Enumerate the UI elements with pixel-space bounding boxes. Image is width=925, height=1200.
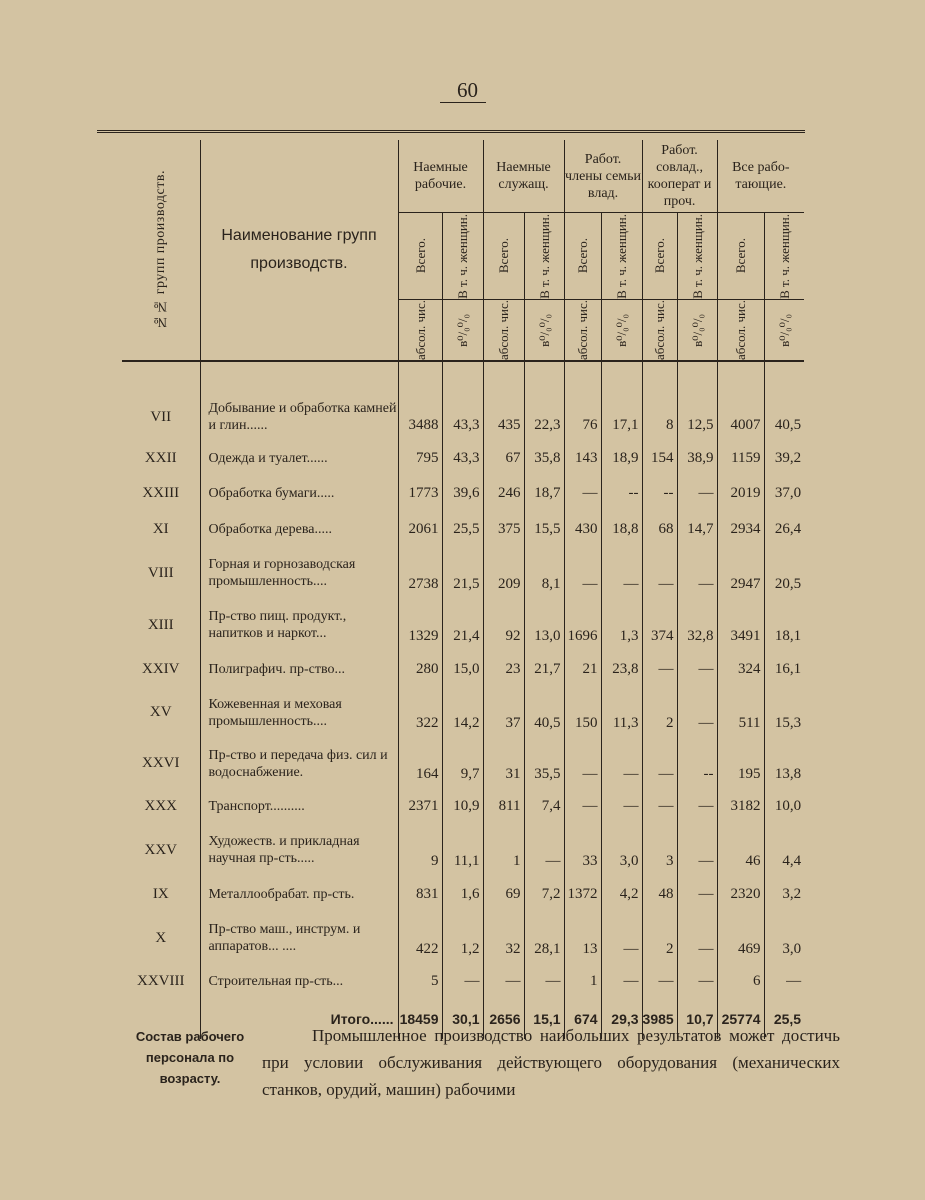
table-cell: 31 (483, 738, 524, 789)
table-cell: 811 (483, 789, 524, 824)
table-cell: — (677, 651, 717, 687)
sub-header-total: Всего. (642, 213, 677, 300)
table-cell: -- (601, 476, 642, 511)
group-number: XXVIII (137, 973, 185, 989)
total-cell: 30,1 (442, 999, 483, 1039)
table-spacer-row (122, 361, 804, 394)
group-name: Металлообрабат. пр-сть. (200, 876, 398, 912)
unit-header-percent: в⁰/₀⁰/₀ (442, 300, 483, 362)
table-row (122, 651, 804, 687)
unit-header-percent: в⁰/₀⁰/₀ (677, 300, 717, 362)
table-cell: 3,0 (764, 912, 804, 964)
table-cell: — (764, 964, 804, 999)
table-cell: 39,2 (764, 440, 804, 476)
table-cell: 831 (398, 876, 442, 912)
table-cell: 9 (398, 824, 442, 876)
table-cell: 8 (642, 394, 677, 440)
table-row (122, 876, 804, 912)
table-cell: — (601, 964, 642, 999)
table-row (122, 440, 804, 476)
table-cell: 4,4 (764, 824, 804, 876)
table-row (122, 599, 804, 651)
table-cell: 11,3 (601, 687, 642, 738)
table-cell: 280 (398, 651, 442, 687)
table-row (122, 547, 804, 599)
table-cell: 1329 (398, 599, 442, 651)
sub-header-women: В т. ч. женщин. (677, 213, 717, 300)
table-cell: — (524, 824, 564, 876)
table-cell: 17,1 (601, 394, 642, 440)
table-cell: 1,3 (601, 599, 642, 651)
table-cell: 4007 (717, 394, 764, 440)
table-cell: 14,7 (677, 511, 717, 547)
group-name: Одежда и туалет...... (200, 440, 398, 476)
table-cell: 1 (564, 964, 601, 999)
table-cell: 10,9 (442, 789, 483, 824)
table-cell: 67 (483, 440, 524, 476)
table-cell: 469 (717, 912, 764, 964)
table-cell: 32,8 (677, 599, 717, 651)
table-cell: 4,2 (601, 876, 642, 912)
table-cell: — (524, 964, 564, 999)
table-cell: 15,3 (764, 687, 804, 738)
table-cell: — (677, 687, 717, 738)
table-cell: — (642, 964, 677, 999)
table-cell: 18,7 (524, 476, 564, 511)
table-cell: — (564, 738, 601, 789)
table-cell: 8,1 (524, 547, 564, 599)
sub-header-women: В т. ч. женщин. (524, 213, 564, 300)
total-cell: 29,3 (601, 999, 642, 1039)
table-cell: -- (642, 476, 677, 511)
table-cell: 422 (398, 912, 442, 964)
table-cell: 7,2 (524, 876, 564, 912)
group-name: Строительная пр-сть... (200, 964, 398, 999)
group-header-co-owners: Работ. совлад., кооперат и проч. (642, 140, 717, 213)
table-cell: 35,5 (524, 738, 564, 789)
table-cell: 21,5 (442, 547, 483, 599)
table-cell: 375 (483, 511, 524, 547)
table-row (122, 738, 804, 789)
table-cell: 26,4 (764, 511, 804, 547)
unit-header-absolute: абсол. чис. (483, 300, 524, 362)
sub-header-total: Всего. (483, 213, 524, 300)
table-cell: -- (677, 738, 717, 789)
table-row (122, 824, 804, 876)
table-cell: — (483, 964, 524, 999)
table-cell: 6 (717, 964, 764, 999)
table-cell: 92 (483, 599, 524, 651)
group-header-all-workers: Все рабо- тающие. (717, 140, 804, 213)
page-number-rule (440, 102, 486, 103)
table-cell: 1,6 (442, 876, 483, 912)
table-cell: 435 (483, 394, 524, 440)
total-cell: 674 (564, 999, 601, 1039)
table-row (122, 789, 804, 824)
group-header-hired-workers: Наемные рабочие. (398, 140, 483, 213)
table-cell: 37,0 (764, 476, 804, 511)
table-cell: — (677, 876, 717, 912)
table-row (122, 476, 804, 511)
table-cell: 46 (717, 824, 764, 876)
group-name: Обработка дерева..... (200, 511, 398, 547)
table-cell: 1372 (564, 876, 601, 912)
table-cell: — (564, 476, 601, 511)
table-cell: — (677, 964, 717, 999)
table-cell: 15,5 (524, 511, 564, 547)
unit-header-percent: в⁰/₀⁰/₀ (524, 300, 564, 362)
group-name: Художеств. и прикладная научная пр-сть..... (200, 824, 398, 876)
table-cell: 3182 (717, 789, 764, 824)
unit-header-percent: в⁰/₀⁰/₀ (764, 300, 804, 362)
table-cell: 21,7 (524, 651, 564, 687)
table-cell: — (642, 738, 677, 789)
group-header-family-members: Работ. члены семьи влад. (564, 140, 642, 213)
sub-header-women: В т. ч. женщин. (442, 213, 483, 300)
total-cell: 10,7 (677, 999, 717, 1039)
table-cell: 20,5 (764, 547, 804, 599)
side-heading: Состав рабочего персонала по возрасту. (135, 1029, 245, 1086)
table-cell: — (677, 912, 717, 964)
table-cell: — (642, 789, 677, 824)
table-cell: 40,5 (524, 687, 564, 738)
table-cell: 5 (398, 964, 442, 999)
table-cell: 1,2 (442, 912, 483, 964)
table-cell: 195 (717, 738, 764, 789)
table-cell: — (442, 964, 483, 999)
table-cell: — (642, 651, 677, 687)
table-cell: 2 (642, 912, 677, 964)
table-row (122, 964, 804, 999)
body-paragraph: Промышленное производство наибольших результатов может достичь при условии обслуживания действующего оборудования (механических станков, орудий, машин) рабочими (262, 1026, 840, 1099)
table-cell: 23,8 (601, 651, 642, 687)
table-cell: 3488 (398, 394, 442, 440)
table-cell: 324 (717, 651, 764, 687)
table-cell: 12,5 (677, 394, 717, 440)
group-name: Горная и горнозаводская промышленность.... (200, 547, 398, 599)
table-cell: 25,5 (442, 511, 483, 547)
table-cell: 32 (483, 912, 524, 964)
group-name: Пр-ство пищ. продукт., напитков и наркот... (200, 599, 398, 651)
table-cell: 511 (717, 687, 764, 738)
table-cell: 13 (564, 912, 601, 964)
table-cell: 10,0 (764, 789, 804, 824)
group-number: XXVI (142, 755, 180, 771)
table-cell: 38,9 (677, 440, 717, 476)
total-cell: 25,5 (764, 999, 804, 1039)
table-cell: 164 (398, 738, 442, 789)
table-cell: 21,4 (442, 599, 483, 651)
table-cell: 2061 (398, 511, 442, 547)
table-cell: — (642, 547, 677, 599)
table-cell: 13,8 (764, 738, 804, 789)
group-number: VII (150, 408, 172, 425)
group-number: XXII (144, 449, 177, 466)
table-cell: 39,6 (442, 476, 483, 511)
sub-header-women: В т. ч. женщин. (764, 213, 804, 300)
table-cell: 69 (483, 876, 524, 912)
group-number: IX (152, 885, 169, 902)
group-number: VIII (147, 564, 174, 581)
group-number: XXIV (142, 660, 180, 677)
table-row (122, 511, 804, 547)
table-row (122, 687, 804, 738)
group-number: X (155, 929, 167, 946)
table-cell: 37 (483, 687, 524, 738)
table-cell: — (601, 547, 642, 599)
table-cell: 246 (483, 476, 524, 511)
table-cell: — (677, 824, 717, 876)
table-cell: 1696 (564, 599, 601, 651)
table-cell: 2019 (717, 476, 764, 511)
unit-header-absolute: абсол. чис. (564, 300, 601, 362)
group-name: Полиграфич. пр-ство... (200, 651, 398, 687)
group-name: Транспорт.......... (200, 789, 398, 824)
table-cell: — (564, 789, 601, 824)
table-cell: 430 (564, 511, 601, 547)
total-cell: 15,1 (524, 999, 564, 1039)
table-cell: 2934 (717, 511, 764, 547)
group-name: Добывание и обработка камней и глин...... (200, 394, 398, 440)
sub-header-total: Всего. (717, 213, 764, 300)
group-number: XXIII (142, 485, 180, 501)
group-name: Обработка бумаги..... (200, 476, 398, 511)
table-cell: 18,1 (764, 599, 804, 651)
table-row (122, 912, 804, 964)
table-cell: 2947 (717, 547, 764, 599)
table-cell: 43,3 (442, 440, 483, 476)
table-cell: — (677, 476, 717, 511)
total-cell: 18459 (398, 999, 442, 1039)
table-cell: 40,5 (764, 394, 804, 440)
table-row (122, 394, 804, 440)
sub-header-women: В т. ч. женщин. (601, 213, 642, 300)
table-cell: — (677, 547, 717, 599)
table-cell: — (601, 912, 642, 964)
table-cell: 33 (564, 824, 601, 876)
table-cell: 11,1 (442, 824, 483, 876)
table-cell: — (677, 789, 717, 824)
unit-header-absolute: абсол. чис. (642, 300, 677, 362)
top-rule (97, 130, 805, 136)
table-cell: 1 (483, 824, 524, 876)
group-name: Кожевенная и меховая промышленность.... (200, 687, 398, 738)
unit-header-absolute: абсол. чис. (398, 300, 442, 362)
group-number: XXV (144, 841, 177, 858)
table-cell: 795 (398, 440, 442, 476)
table-cell: 2371 (398, 789, 442, 824)
table-cell: — (601, 738, 642, 789)
table-cell: 18,9 (601, 440, 642, 476)
table-cell: 3491 (717, 599, 764, 651)
table-cell: 43,3 (442, 394, 483, 440)
sub-header-total: Всего. (564, 213, 601, 300)
table-cell: 3 (642, 824, 677, 876)
table-cell: 374 (642, 599, 677, 651)
table-cell: 2738 (398, 547, 442, 599)
total-label: Итого...... (200, 999, 398, 1039)
total-cell: 2656 (483, 999, 524, 1039)
table-cell: 1159 (717, 440, 764, 476)
table-cell: 76 (564, 394, 601, 440)
table-cell: 22,3 (524, 394, 564, 440)
table-cell: 13,0 (524, 599, 564, 651)
group-number: XXX (144, 798, 177, 814)
group-name: Пр-ство и передача физ. сил и водоснабжение. (200, 738, 398, 789)
statistics-table (122, 140, 804, 1039)
table-cell: 322 (398, 687, 442, 738)
number-column-header: №№ групп производств. (122, 140, 200, 361)
group-number: XI (152, 520, 169, 537)
table-cell: 35,8 (524, 440, 564, 476)
table-cell: 7,4 (524, 789, 564, 824)
table-cell: 48 (642, 876, 677, 912)
total-cell: 25774 (717, 999, 764, 1039)
table-cell: 2 (642, 687, 677, 738)
table-cell: 23 (483, 651, 524, 687)
table-cell: 21 (564, 651, 601, 687)
group-header-employees: Наемные служащ. (483, 140, 564, 213)
table-cell: 2320 (717, 876, 764, 912)
group-number: XV (149, 704, 172, 720)
group-name: Пр-ство маш., инструм. и аппаратов... .... (200, 912, 398, 964)
table-cell: — (564, 547, 601, 599)
table-cell: 154 (642, 440, 677, 476)
table-cell: — (601, 789, 642, 824)
total-cell: 3985 (642, 999, 677, 1039)
table-cell: 1773 (398, 476, 442, 511)
table-cell: 3,0 (601, 824, 642, 876)
table-cell: 150 (564, 687, 601, 738)
table-cell: 18,8 (601, 511, 642, 547)
page-number: 60 (457, 78, 478, 102)
table-cell: 3,2 (764, 876, 804, 912)
table-cell: 68 (642, 511, 677, 547)
table-cell: 9,7 (442, 738, 483, 789)
table-cell: 16,1 (764, 651, 804, 687)
table-cell: 14,2 (442, 687, 483, 738)
table-cell: 209 (483, 547, 524, 599)
table-cell: 15,0 (442, 651, 483, 687)
sub-header-total: Всего. (398, 213, 442, 300)
group-number: XIII (147, 616, 174, 633)
table-cell: 28,1 (524, 912, 564, 964)
table-cell: 143 (564, 440, 601, 476)
unit-header-absolute: абсол. чис. (717, 300, 764, 362)
unit-header-percent: в⁰/₀⁰/₀ (601, 300, 642, 362)
name-column-header: Наименование групп производств. (200, 140, 398, 361)
